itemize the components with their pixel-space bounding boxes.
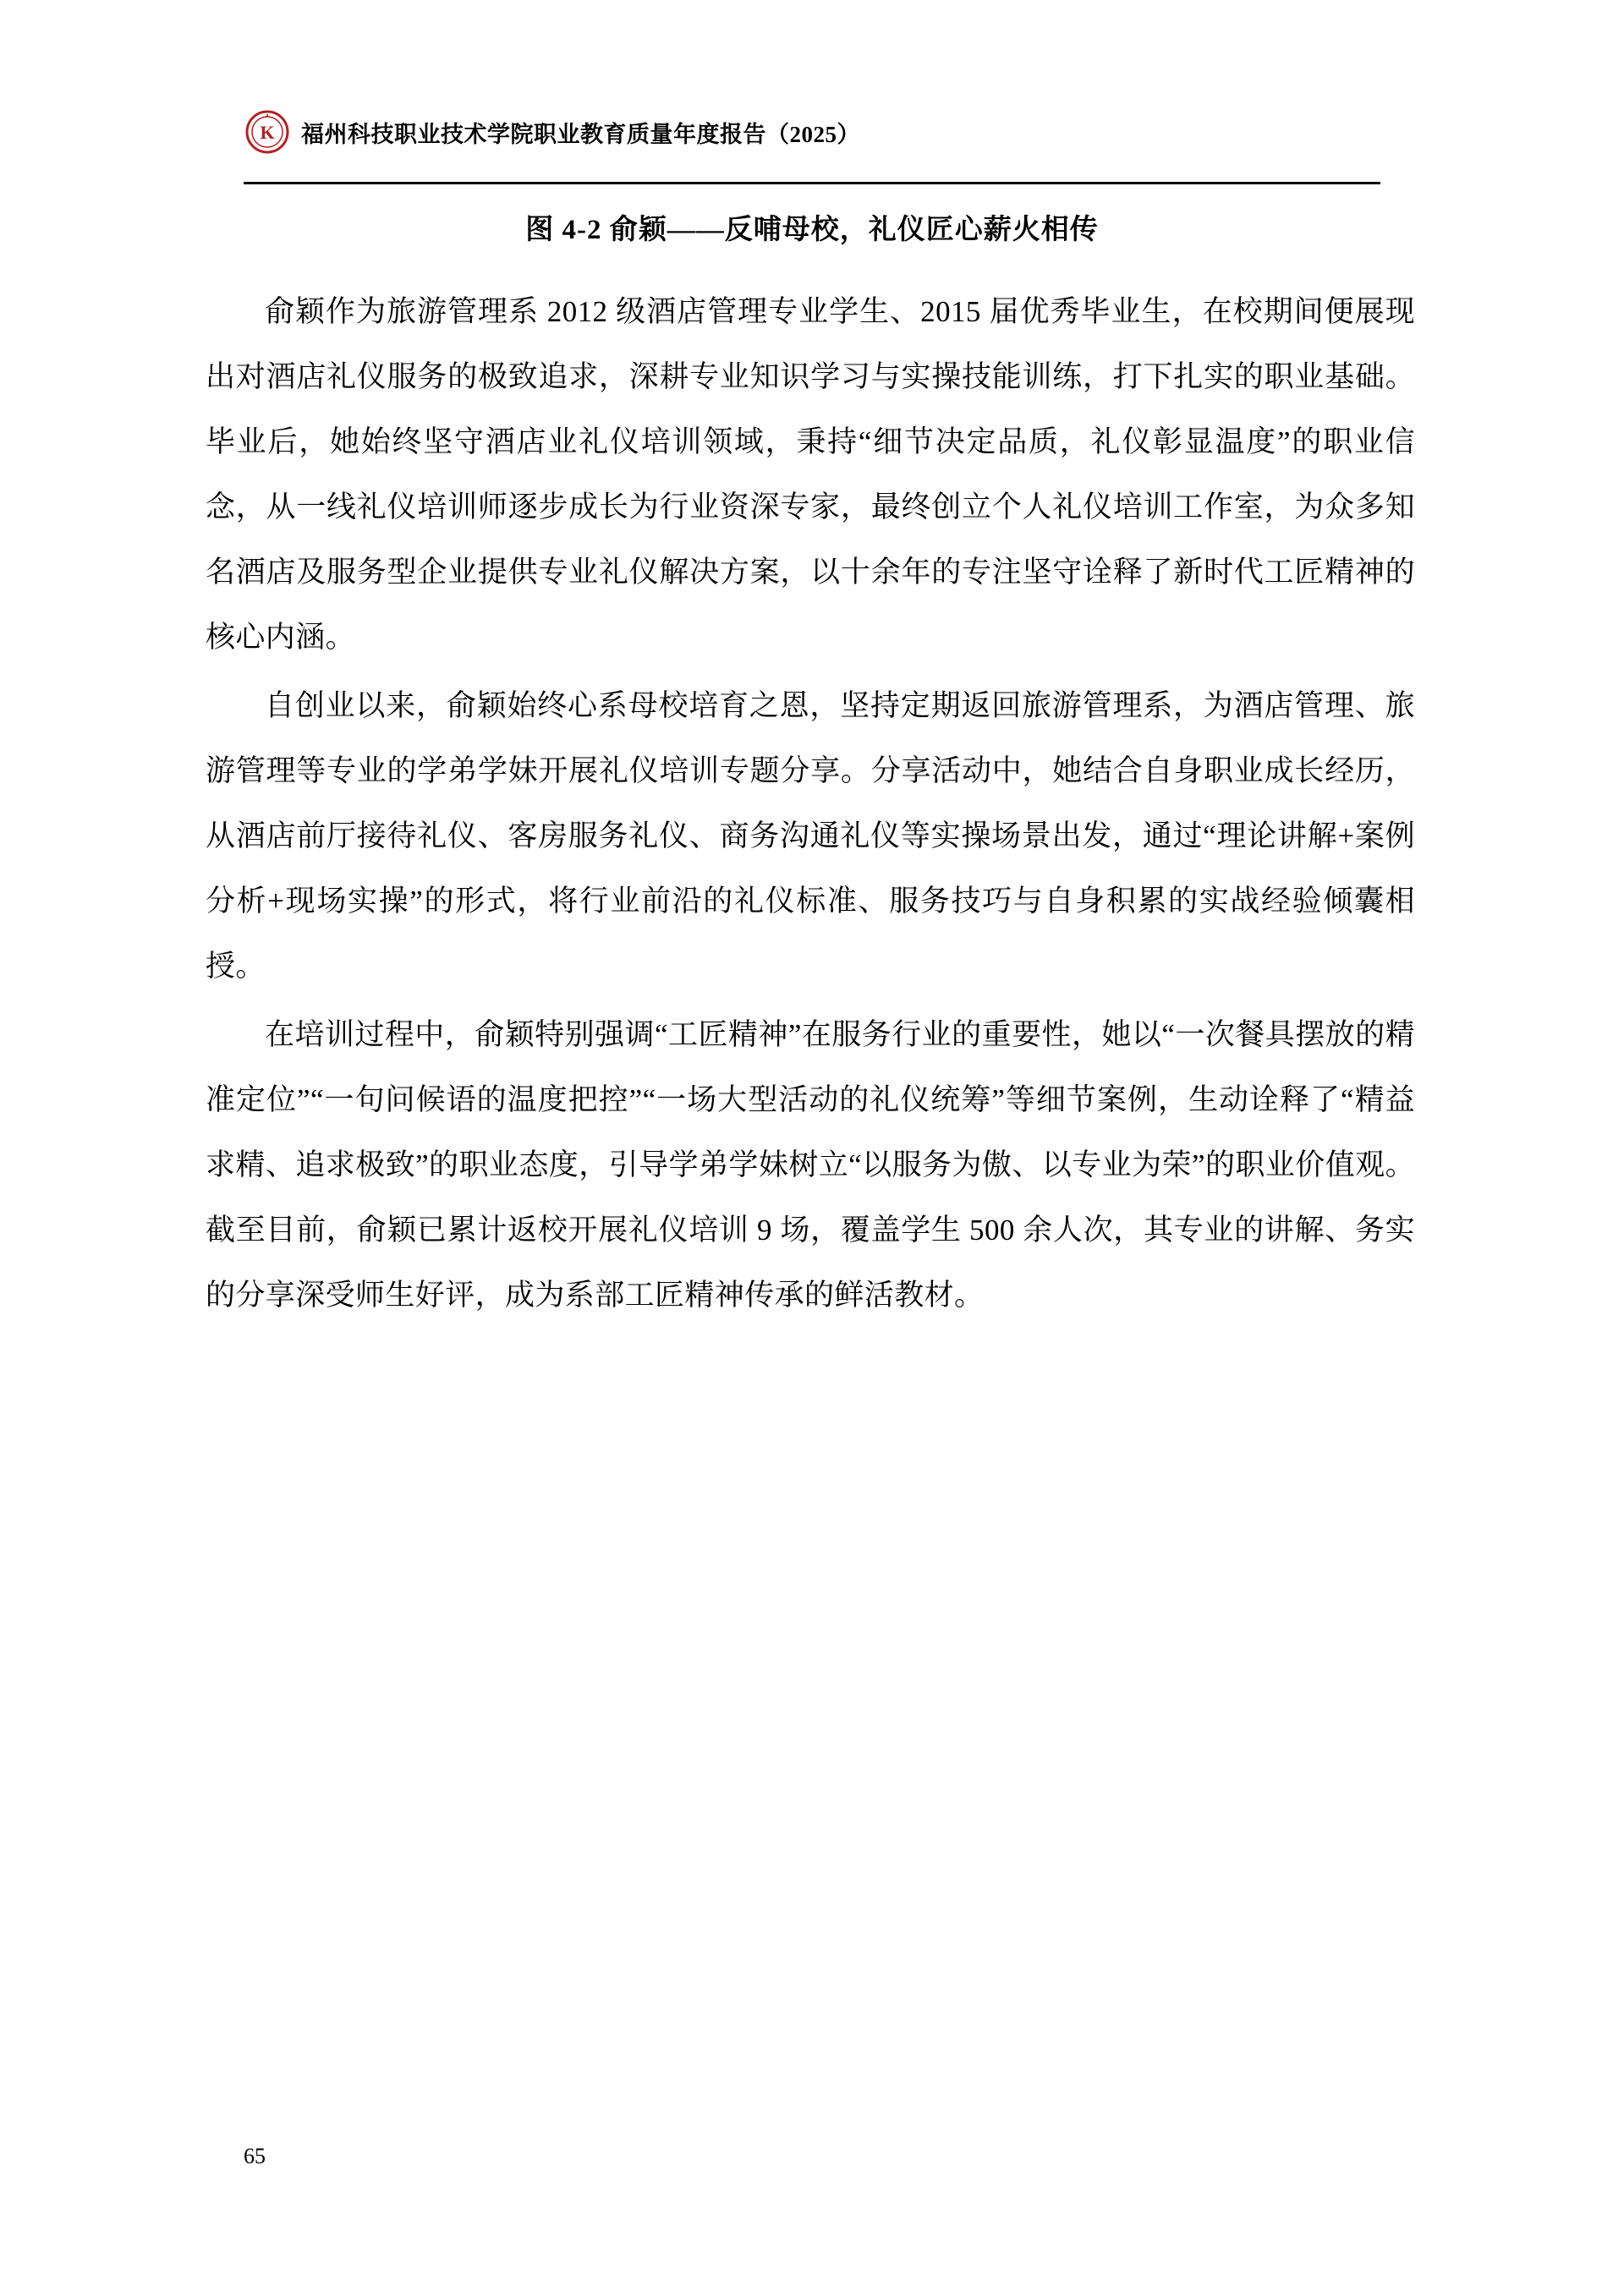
school-emblem-icon	[245, 110, 289, 154]
header-divider	[244, 182, 1380, 184]
paragraph: 自创业以来，俞颖始终心系母校培育之恩，坚持定期返回旅游管理系，为酒店管理、旅游管理等专业的学弟学妹开展礼仪培训专题分享。分享活动中，她结合自身职业成长经历，从酒店前厅接待礼仪、客房服务礼仪、商务沟通礼仪等实操场景出发，通过“理论讲解+案例分析+现场实操”的形式，将行业前沿的礼仪标准、服务技巧与自身积累的实战经验倾囊相授。	[206, 689, 1415, 983]
figure-caption: 图 4-2 俞颖——反哺母校，礼仪匠心薪火相传	[525, 215, 1099, 245]
page-header	[245, 110, 1379, 154]
page-number: 65	[244, 2144, 266, 2168]
header-title: 福州科技职业技术学院职业教育质量年度报告（2025）	[301, 121, 860, 147]
paragraph: 俞颖作为旅游管理系 2012 级酒店管理专业学生、2015 届优秀毕业生，在校期间便展现出对酒店礼仪服务的极致追求，深耕专业知识学习与实操技能训练，打下扎实的职业基础。毕业后，她始终坚守酒店业礼仪培训领域，秉持“细节决定品质，礼仪彰显温度”的职业信念，从一线礼仪培训师逐步成长为行业资深专家，最终创立个人礼仪培训工作室，为众多知名酒店及服务型企业提供专业礼仪解决方案，以十余年的专注坚守诠释了新时代工匠精神的核心内涵。	[206, 295, 1415, 654]
paragraph: 在培训过程中，俞颖特别强调“工匠精神”在服务行业的重要性，她以“一次餐具摆放的精准定位”“一句问候语的温度把控”“一场大型活动的礼仪统筹”等细节案例，生动诠释了“精益求精、追求极致”的职业态度，引导学弟学妹树立“以服务为傲、以专业为荣”的职业价值观。截至目前，俞颖已累计返校开展礼仪培训 9 场，覆盖学生 500 余人次，其专业的讲解、务实的分享深受师生好评，成为系部工匠精神传承的鲜活教材。	[206, 1018, 1415, 1312]
svg-text:K: K	[260, 122, 275, 143]
document-body	[206, 279, 1415, 1331]
